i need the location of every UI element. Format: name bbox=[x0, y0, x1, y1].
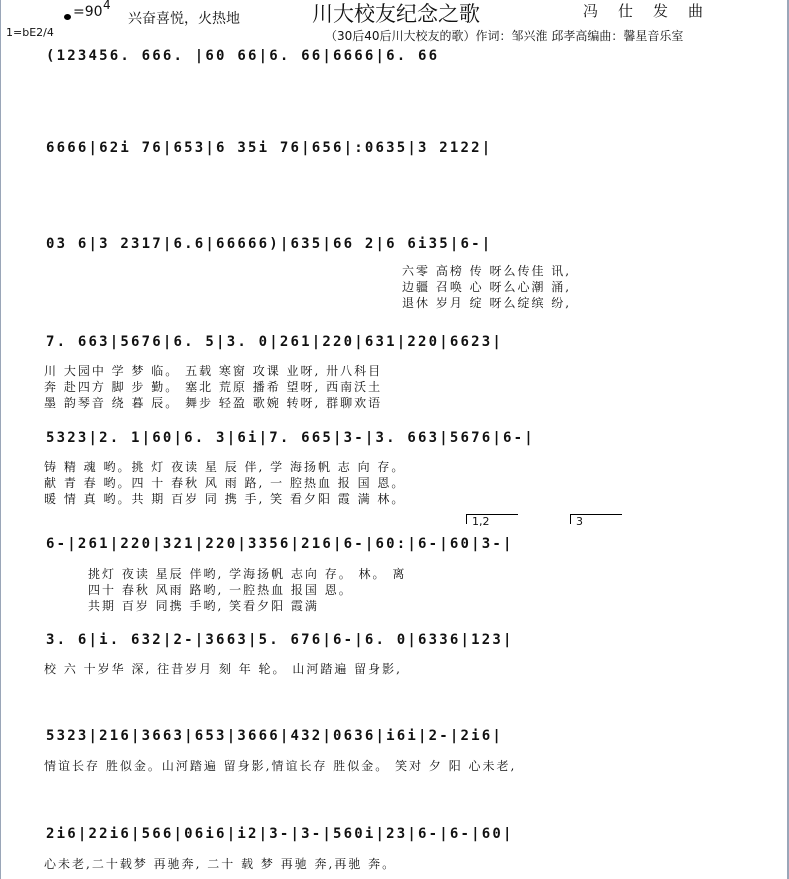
tempo-mark bbox=[64, 4, 103, 20]
lyric-line-4-verse-1: 川 大园中 学 梦 临。 五载 寒窗 攻课 业呀, 卅八科目 bbox=[44, 364, 383, 378]
volta-bracket-second: 3 bbox=[570, 514, 622, 524]
volta-bracket-first: 1,2 bbox=[466, 514, 518, 524]
notation-line-9: 2i6|22i6|566|06i6|i2|3-|3-|560i|23|6-|6-|60| bbox=[46, 826, 514, 842]
lyric-line-9: 心未老,二十载梦 再驰奔, 二十 载 梦 再驰 奔,再驰 奔。 bbox=[44, 857, 397, 871]
lyric-line-3-verse-3: 退休 岁月 绽 呀么绽缤 纷, bbox=[402, 296, 572, 310]
lyric-line-6-verse-2: 四十 春秋 风雨 路哟, 一腔热血 报国 恩。 bbox=[88, 583, 353, 597]
lyric-line-5-verse-2: 献 青 春 哟。四 十 春秋 风 雨 路, 一 腔热血 报 国 恩。 bbox=[44, 476, 406, 490]
notation-line-4: 7. 663|5676|6. 5|3. 0|261|220|631|220|6623| bbox=[46, 334, 504, 350]
notation-line-8: 5323|216|3663|653|3666|432|0636|i6i|2-|2i6| bbox=[46, 728, 504, 744]
mood-marking: 兴奋喜悦，火热地 bbox=[128, 11, 240, 27]
song-title: 川大校友纪念之歌 bbox=[312, 2, 480, 26]
notation-line-3: 03 6|3 2317|6.6|66666)|635|66 2|6 6i35|6-| bbox=[46, 236, 493, 252]
window-left-border bbox=[0, 0, 1, 879]
composer-credit: 冯仕发曲 bbox=[583, 2, 724, 20]
key-signature: 1=bE2/4 bbox=[6, 26, 54, 39]
lyric-line-3-verse-2: 边疆 召唤 心 呀么心潮 涌, bbox=[402, 280, 572, 294]
notation-line-1: (123456. 666. |60 66|6. 66|6666|6. 66 bbox=[46, 48, 440, 64]
quarter-note-icon bbox=[64, 14, 71, 20]
lyric-line-7: 校 六 十岁华 深, 往昔岁月 刻 年 轮。 山河踏遍 留身影, bbox=[44, 662, 402, 676]
notation-line-6: 6-|261|220|321|220|3356|216|6-|60:|6-|60|3-| bbox=[46, 536, 514, 552]
lyric-line-5-verse-3: 暖 情 真 哟。共 期 百岁 同 携 手, 笑 看夕阳 霞 满 林。 bbox=[44, 492, 406, 506]
lyric-line-6-verse-1: 挑灯 夜读 星辰 伴哟, 学海扬帆 志向 存。 林。 离 bbox=[88, 567, 407, 581]
notation-line-7: 3. 6|i. 632|2-|3663|5. 676|6-|6. 0|6336|123| bbox=[46, 632, 514, 648]
meter-top: 4 bbox=[103, 0, 111, 12]
lyric-line-3-verse-1: 六零 高榜 传 呀么传佳 讯, bbox=[402, 264, 572, 278]
lyricist-credits: （30后40后川大校友的歌）作词：邹兴淮 邱孝高编曲：馨星音乐室 bbox=[325, 29, 684, 43]
tempo-value: =90 bbox=[73, 4, 103, 20]
notation-line-5: 5323|2. 1|60|6. 3|6i|7. 665|3-|3. 663|5676|6-| bbox=[46, 430, 535, 446]
lyric-line-4-verse-3: 墨 韵琴音 绕 暮 辰。 舞步 轻盈 歌婉 转呀, 群聊欢语 bbox=[44, 396, 383, 410]
lyric-line-4-verse-2: 奔 赴四方 脚 步 勤。 塞北 荒原 播希 望呀, 西南沃土 bbox=[44, 380, 383, 394]
lyric-line-5-verse-1: 铸 精 魂 哟。挑 灯 夜读 星 辰 伴, 学 海扬帆 志 向 存。 bbox=[44, 460, 406, 474]
notation-line-2: 6666|62i 76|653|6 35i 76|656|:0635|3 2122| bbox=[46, 140, 493, 156]
lyric-line-8: 情谊长存 胜似金。山河踏遍 留身影,情谊长存 胜似金。 笑对 夕 阳 心未老, bbox=[44, 759, 517, 773]
lyric-line-6-verse-3: 共期 百岁 同携 手哟, 笑看夕阳 霞满 bbox=[88, 599, 319, 613]
